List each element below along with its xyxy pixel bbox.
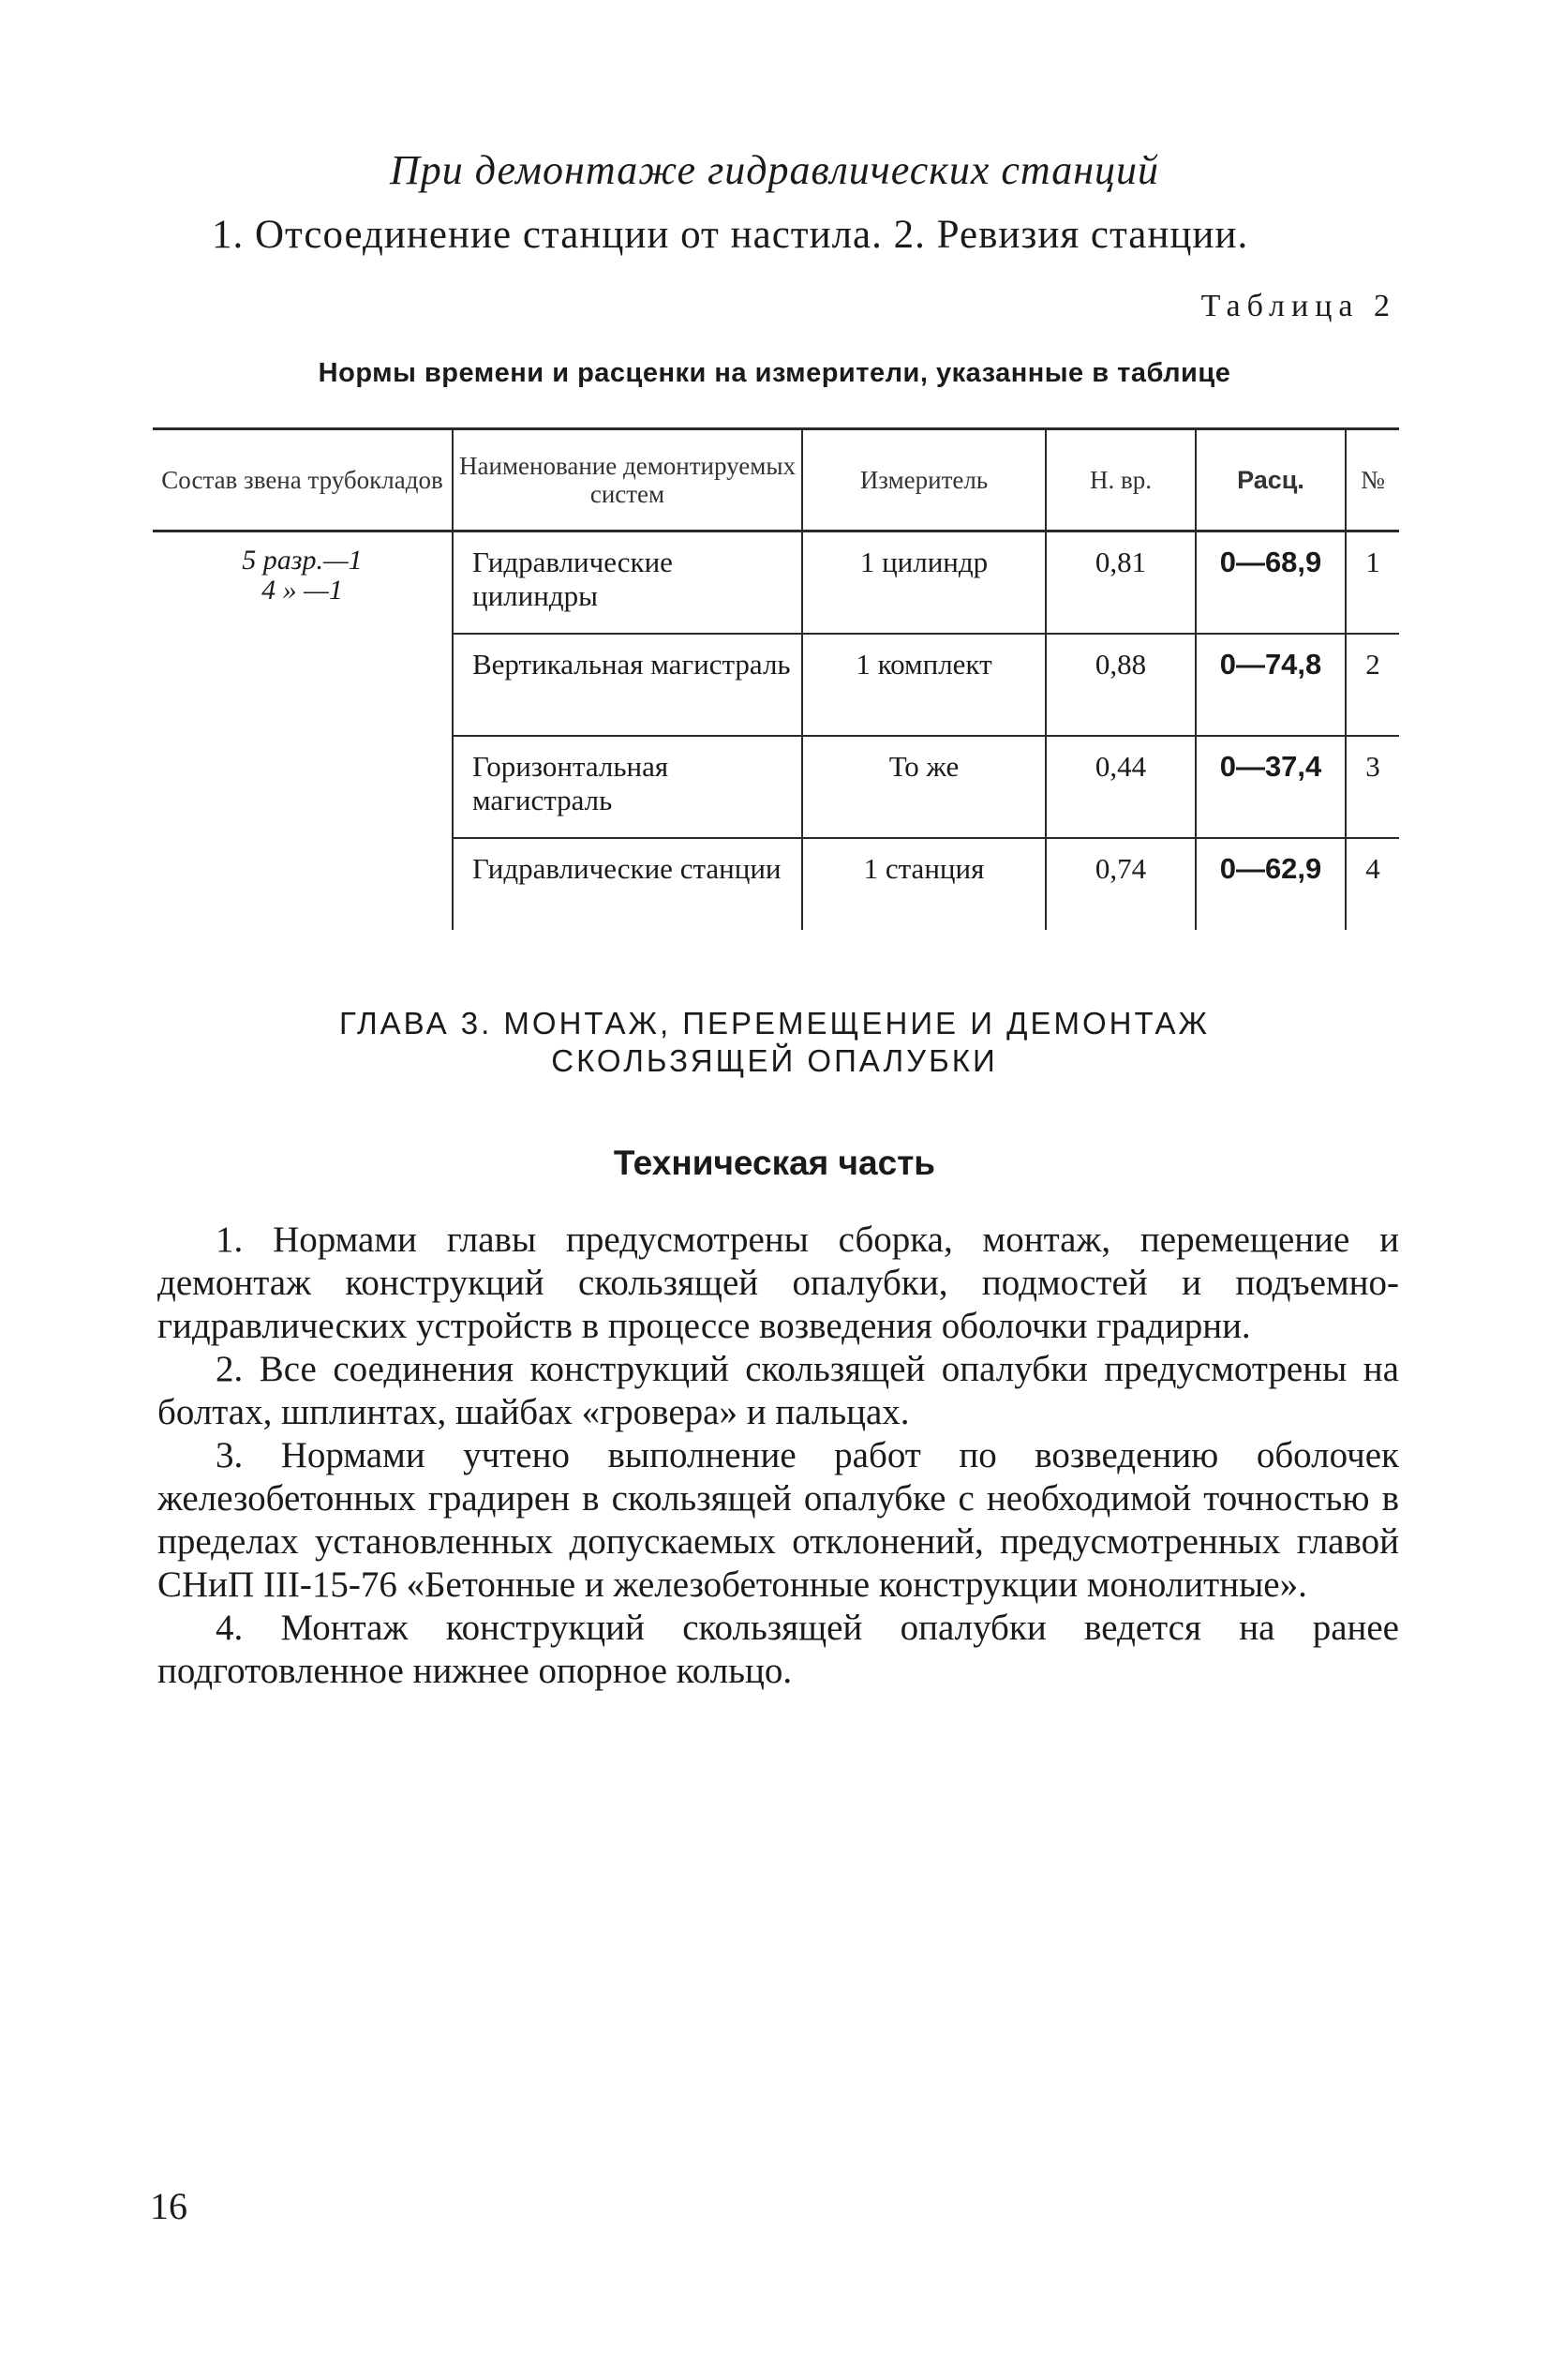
chapter-heading-line: СКОЛЬЗЯЩЕЙ ОПАЛУБКИ bbox=[551, 1043, 998, 1078]
chapter-heading-line: ГЛАВА 3. МОНТАЖ, ПЕРЕМЕЩЕНИЕ И ДЕМОНТАЖ bbox=[338, 1006, 1211, 1040]
section-title: При демонтаже гидравлических станций bbox=[389, 147, 1160, 193]
row-price: 0—68,9 bbox=[1196, 531, 1346, 635]
row-measure: 1 комплект bbox=[802, 634, 1046, 736]
crew-cell bbox=[153, 531, 453, 931]
paragraph: 2. Все соединения конструкций скользящей опалубки предусмотрены на болтах, шплинтах, шайбах «гровера» и пальцах. bbox=[157, 1349, 1399, 1432]
paragraph: 4. Монтаж конструкций скользящей опалубки ведется на ранее подготовленное нижнее опорное кольцо. bbox=[157, 1608, 1399, 1691]
row-time: 0,74 bbox=[1046, 838, 1196, 930]
row-measure: 1 станция bbox=[802, 838, 1046, 930]
chapter-heading bbox=[0, 1005, 1549, 1080]
row-num: 2 bbox=[1346, 634, 1399, 736]
header-num: № bbox=[1346, 429, 1399, 531]
header-crew: Состав звена трубокладов bbox=[153, 429, 453, 531]
row-measure: То же bbox=[802, 736, 1046, 838]
table-header-row bbox=[153, 429, 1399, 531]
row-name: Горизонтальная магистраль bbox=[453, 736, 802, 838]
page-number: 16 bbox=[150, 2185, 187, 2227]
row-time: 0,81 bbox=[1046, 531, 1196, 635]
row-num: 1 bbox=[1346, 531, 1399, 635]
row-measure: 1 цилиндр bbox=[802, 531, 1046, 635]
table-caption: Нормы времени и расценки на измерители, указанные в таблице bbox=[318, 358, 1231, 388]
row-price: 0—37,4 bbox=[1196, 736, 1346, 838]
norms-table bbox=[153, 427, 1399, 930]
row-price: 0—74,8 bbox=[1196, 634, 1346, 736]
row-name: Вертикальная магистраль bbox=[453, 634, 802, 736]
header-name: Наименование демонтируемых систем bbox=[453, 429, 802, 531]
row-time: 0,88 bbox=[1046, 634, 1196, 736]
header-time: Н. вр. bbox=[1046, 429, 1196, 531]
table-row bbox=[153, 531, 1399, 635]
header-measure: Измеритель bbox=[802, 429, 1046, 531]
crew-line: 5 разр.—1 bbox=[242, 545, 363, 576]
subheading: Техническая часть bbox=[613, 1144, 936, 1182]
row-time: 0,44 bbox=[1046, 736, 1196, 838]
row-name: Гидравлические цилиндры bbox=[453, 531, 802, 635]
row-name: Гидравлические станции bbox=[453, 838, 802, 930]
paragraph: 1. Нормами главы предусмотрены сборка, монтаж, перемещение и демонтаж конструкций скользящей опалубки, подмостей и подъемно-гидравлических устройств в процессе возведения оболочки градирни. bbox=[157, 1220, 1399, 1346]
body-text bbox=[157, 1219, 1399, 1693]
header-price: Расц. bbox=[1196, 429, 1346, 531]
row-price: 0—62,9 bbox=[1196, 838, 1346, 930]
intro-line: 1. Отсоединение станции от настила. 2. Ревизия станции. bbox=[212, 213, 1249, 257]
table-label: Таблица 2 bbox=[1200, 289, 1396, 323]
crew-line: 4 » —1 bbox=[261, 575, 343, 606]
paragraph: 3. Нормами учтено выполнение работ по возведению оболочек железобетонных градирен в скользящей опалубке с необходимой точностью в пределах установленных допускаемых отклонений, предусмотренных главой СНиП III-15-76 «Бетонные и железобетонные конструкции монолитные». bbox=[157, 1435, 1399, 1605]
row-num: 3 bbox=[1346, 736, 1399, 838]
row-num: 4 bbox=[1346, 838, 1399, 930]
